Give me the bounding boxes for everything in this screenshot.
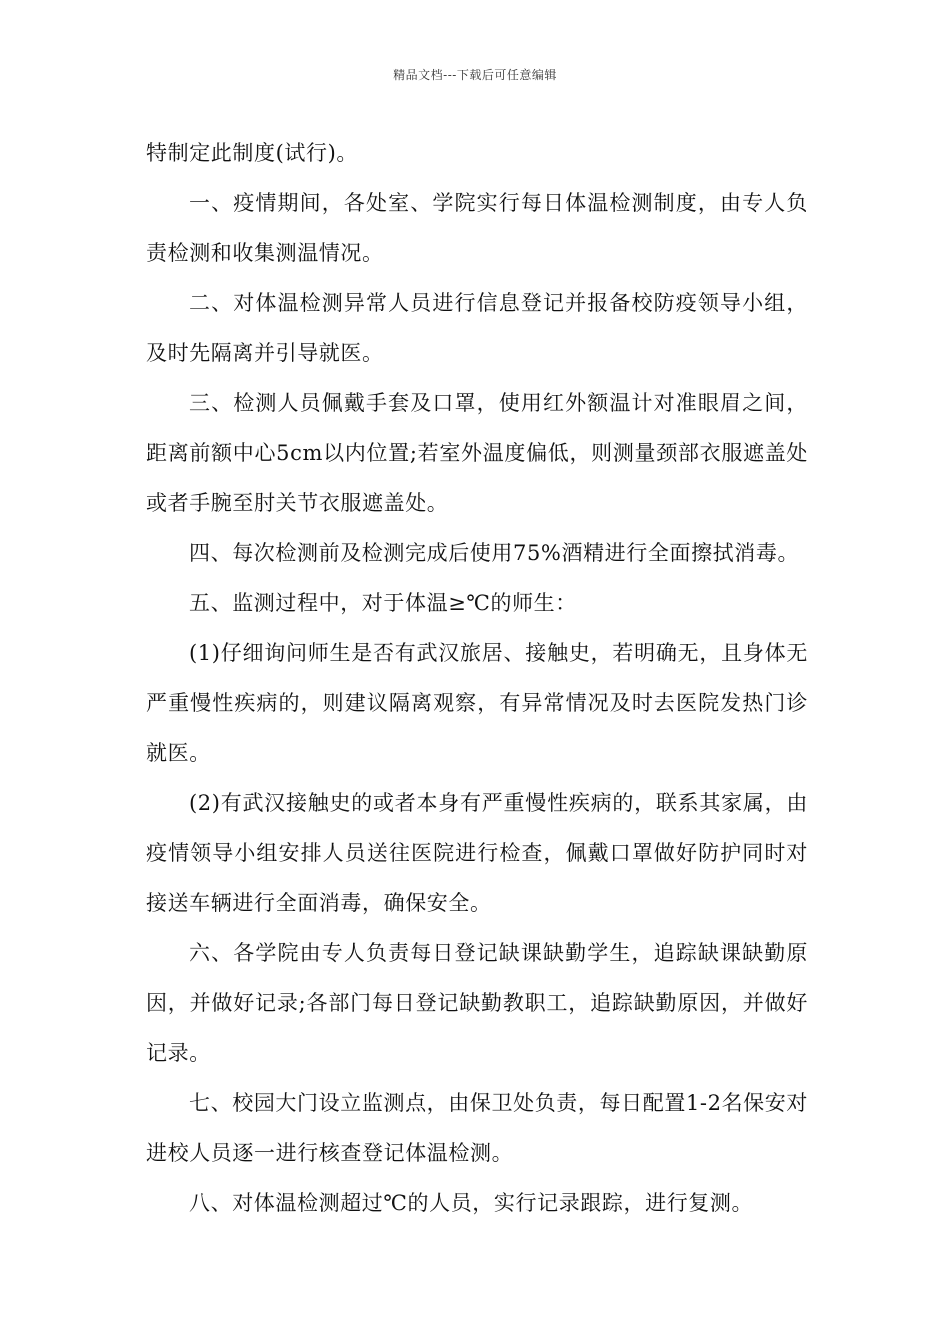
paragraph-item-1: 一、疫情期间，各处室、学院实行每日体温检测制度，由专人负责检测和收集测温情况。 bbox=[146, 191, 808, 265]
document-body bbox=[146, 128, 808, 1228]
paragraph-item-7: 七、校园大门设立监测点，由保卫处负责，每日配置1-2名保安对进校人员逐一进行核查登记体温检测。 bbox=[146, 1091, 808, 1165]
paragraph-item-8: 八、对体温检测超过℃的人员，实行记录跟踪，进行复测。 bbox=[189, 1191, 754, 1215]
page-header: 精品文档---下载后可任意编辑 bbox=[393, 68, 557, 82]
paragraph-item-2: 二、对体温检测异常人员进行信息登记并报备校防疫领导小组，及时先隔离并引导就医。 bbox=[146, 291, 808, 365]
paragraph-item-6: 六、各学院由专人负责每日登记缺课缺勤学生，追踪缺课缺勤原因，并做好记录;各部门每日登记缺勤教职工，追踪缺勤原因，并做好记录。 bbox=[146, 941, 808, 1065]
paragraph-item-4: 四、每次检测前及检测完成后使用75%酒精进行全面擦拭消毒。 bbox=[189, 541, 800, 565]
paragraph-subitem-2: (2)有武汉接触史的或者本身有严重慢性疾病的，联系其家属，由疫情领导小组安排人员送往医院进行检查，佩戴口罩做好防护同时对接送车辆进行全面消毒，确保安全。 bbox=[146, 791, 808, 915]
paragraph-subitem-1: (1)仔细询问师生是否有武汉旅居、接触史，若明确无，且身体无严重慢性疾病的，则建议隔离观察，有异常情况及时去医院发热门诊就医。 bbox=[146, 641, 808, 765]
paragraph-item-5: 五、监测过程中，对于体温≥℃的师生： bbox=[189, 591, 577, 615]
paragraph-intro: 特制定此制度(试行)。 bbox=[146, 141, 358, 165]
paragraph-item-3: 三、检测人员佩戴手套及口罩，使用红外额温计对准眼眉之间，距离前额中心5cm以内位置;若室外温度偏低，则测量颈部衣服遮盖处或者手腕至肘关节衣服遮盖处。 bbox=[146, 391, 808, 515]
